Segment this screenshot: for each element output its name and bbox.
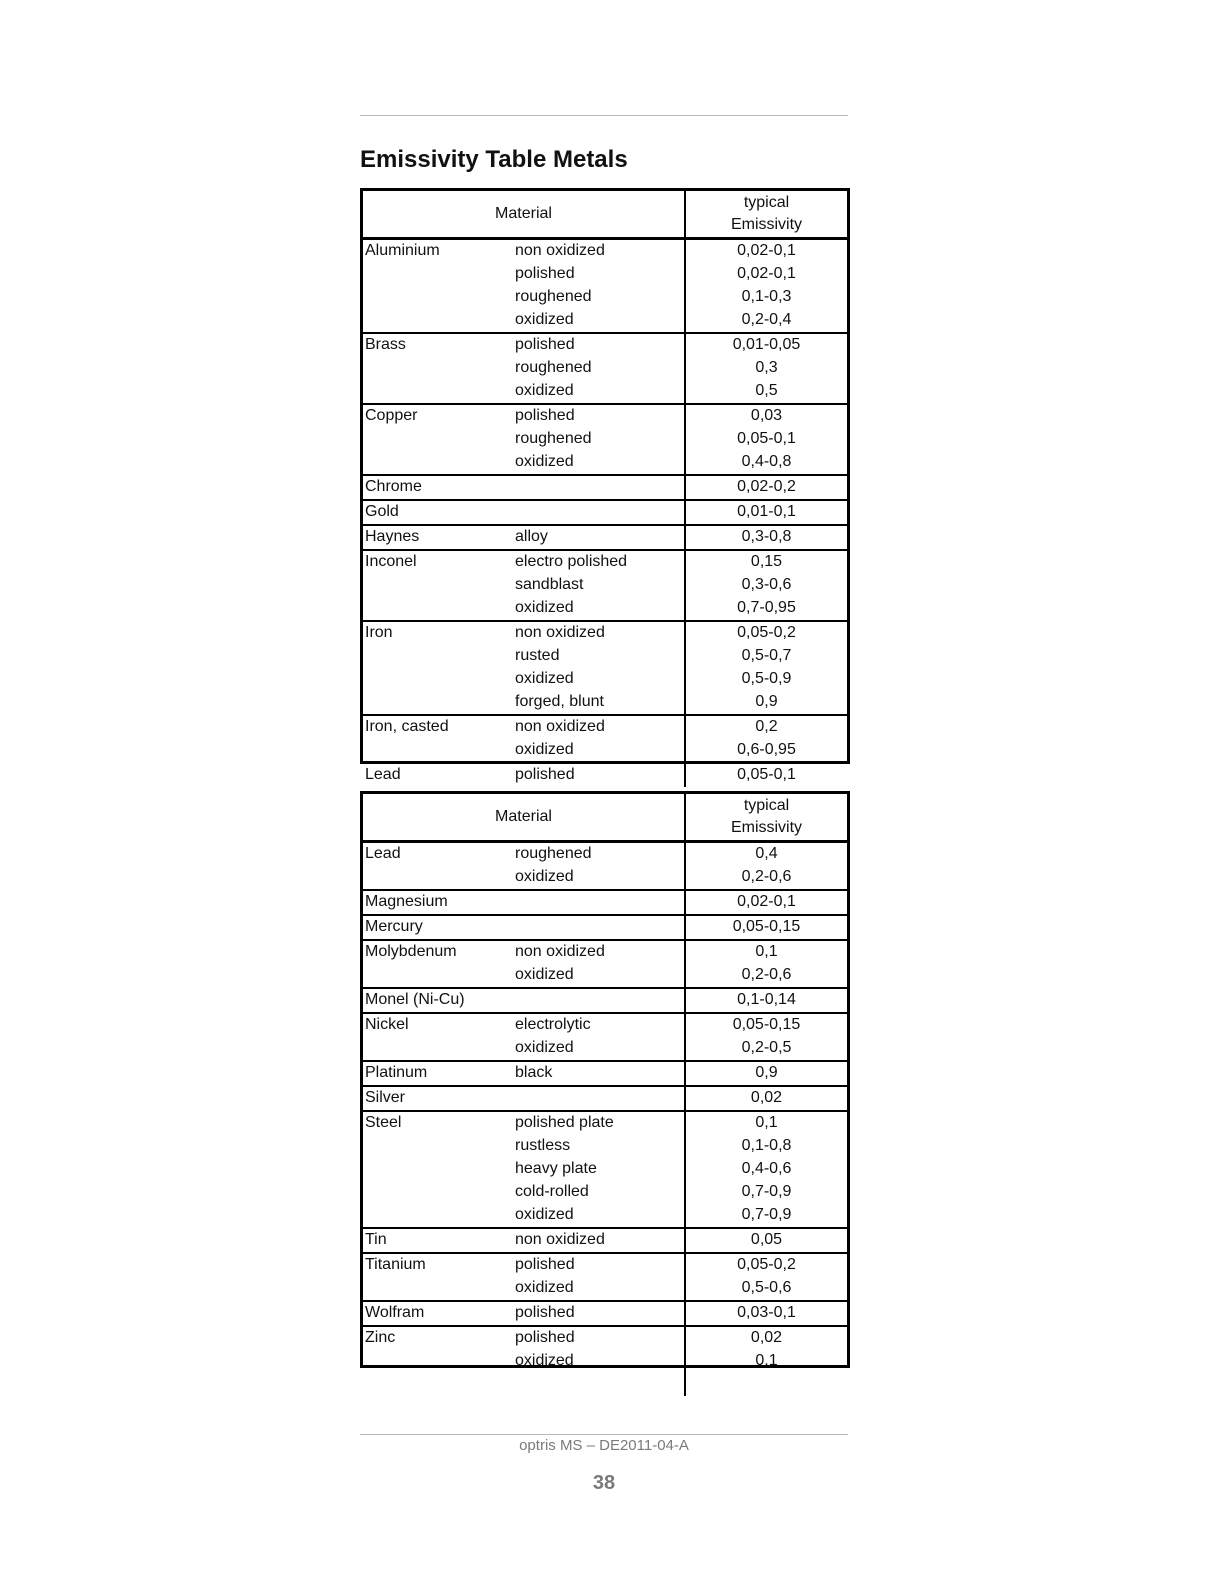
material-name: Magnesium bbox=[365, 893, 448, 910]
emissivity-value: 0,4 bbox=[684, 843, 847, 866]
material-condition: roughened bbox=[515, 845, 592, 862]
table-row bbox=[363, 1327, 847, 1350]
material-condition: electro polished bbox=[515, 553, 628, 570]
table-row bbox=[363, 916, 847, 939]
emissivity-value: 0,05 bbox=[684, 1229, 847, 1252]
emissivity-value: 0,02-0,1 bbox=[684, 891, 847, 914]
table-header bbox=[363, 794, 847, 843]
table-row bbox=[363, 964, 847, 987]
table-row bbox=[363, 551, 847, 574]
material-condition: oxidized bbox=[515, 1352, 574, 1369]
table-row bbox=[363, 501, 847, 524]
material-condition: roughened bbox=[515, 359, 592, 376]
material-name bbox=[363, 428, 515, 451]
emissivity-value: 0,02-0,1 bbox=[684, 263, 847, 286]
table-row bbox=[363, 1014, 847, 1037]
emissivity-value: 0,2-0,6 bbox=[684, 964, 847, 987]
material-group bbox=[363, 1014, 847, 1062]
material-name: Silver bbox=[365, 1089, 406, 1106]
emissivity-value: 0,7-0,95 bbox=[684, 597, 847, 620]
material-group bbox=[363, 1254, 847, 1302]
material-group bbox=[363, 334, 847, 405]
table-row bbox=[363, 1087, 847, 1110]
table-row bbox=[363, 989, 847, 1012]
table-row bbox=[363, 1037, 847, 1060]
material-condition bbox=[515, 1373, 684, 1396]
material-condition: oxidized bbox=[515, 453, 574, 470]
material-condition: black bbox=[515, 1064, 553, 1081]
emissivity-value: 0,02-0,1 bbox=[684, 240, 847, 263]
emissivity-value: 0,3-0,6 bbox=[684, 574, 847, 597]
material-name: Mercury bbox=[365, 918, 423, 935]
emissivity-value: 0,5 bbox=[684, 380, 847, 403]
table-row bbox=[363, 380, 847, 403]
table-row bbox=[363, 1302, 847, 1325]
material-condition: oxidized bbox=[515, 1206, 574, 1223]
material-name bbox=[363, 866, 515, 889]
material-condition: oxidized bbox=[515, 1039, 574, 1056]
material-name: Nickel bbox=[365, 1016, 409, 1033]
table-row bbox=[363, 1254, 847, 1277]
emissivity-value: 0,9 bbox=[684, 1062, 847, 1085]
emissivity-value: 0,2 bbox=[684, 716, 847, 739]
emissivity-value: 0,01-0,05 bbox=[684, 334, 847, 357]
material-condition: alloy bbox=[515, 528, 548, 545]
table-row bbox=[363, 286, 847, 309]
table-row bbox=[363, 574, 847, 597]
table-row bbox=[363, 1062, 847, 1085]
table-row bbox=[363, 357, 847, 380]
material-group bbox=[363, 1302, 847, 1327]
emissivity-value: 0,02 bbox=[684, 1327, 847, 1350]
material-condition: non oxidized bbox=[515, 1231, 605, 1248]
material-condition: oxidized bbox=[515, 311, 574, 328]
material-name: Inconel bbox=[365, 553, 417, 570]
material-name: Wolfram bbox=[365, 1304, 425, 1321]
material-group bbox=[363, 501, 847, 526]
material-name: Iron bbox=[365, 624, 393, 641]
emissivity-value: 0,01-0,1 bbox=[684, 501, 847, 524]
emissivity-value: 0,2-0,5 bbox=[684, 1037, 847, 1060]
emissivity-value: 0,03 bbox=[684, 405, 847, 428]
material-name bbox=[363, 668, 515, 691]
material-name: Molybdenum bbox=[365, 943, 457, 960]
material-group bbox=[363, 405, 847, 476]
material-group bbox=[363, 551, 847, 622]
emissivity-value: 0,2-0,6 bbox=[684, 866, 847, 889]
table-row bbox=[363, 476, 847, 499]
table-row bbox=[363, 405, 847, 428]
material-condition: oxidized bbox=[515, 382, 574, 399]
emissivity-value: 0,6-0,95 bbox=[684, 739, 847, 762]
material-group bbox=[363, 476, 847, 501]
table-row bbox=[363, 1112, 847, 1135]
table-row bbox=[363, 597, 847, 620]
table-row bbox=[363, 1373, 847, 1396]
emissivity-value: 0,7-0,9 bbox=[684, 1204, 847, 1227]
emissivity-value: 0,5-0,7 bbox=[684, 645, 847, 668]
header-emissivity-line1: typical bbox=[743, 194, 790, 211]
material-condition: non oxidized bbox=[515, 718, 605, 735]
material-condition bbox=[515, 916, 684, 939]
material-group bbox=[363, 1229, 847, 1254]
emissivity-value: 0,4-0,8 bbox=[684, 451, 847, 474]
emissivity-table-1 bbox=[360, 188, 850, 783]
bottom-divider bbox=[360, 1434, 848, 1435]
top-divider bbox=[360, 115, 848, 116]
material-condition: polished bbox=[515, 1329, 575, 1346]
material-condition: rustless bbox=[515, 1137, 571, 1154]
material-name: Iron, casted bbox=[365, 718, 449, 735]
table-body bbox=[363, 240, 847, 787]
emissivity-value: 0,9 bbox=[684, 691, 847, 714]
footer-text: optris MS – DE2011-04-A bbox=[519, 1437, 689, 1454]
material-condition: polished bbox=[515, 407, 575, 424]
material-group bbox=[363, 240, 847, 334]
material-condition: polished bbox=[515, 766, 575, 783]
table-row bbox=[363, 1204, 847, 1227]
emissivity-value: 0,05-0,1 bbox=[684, 428, 847, 451]
material-group bbox=[363, 764, 847, 787]
material-condition: sandblast bbox=[515, 576, 584, 593]
material-condition: polished bbox=[515, 265, 575, 282]
table-row bbox=[363, 739, 847, 762]
material-name bbox=[363, 1204, 515, 1227]
material-name: Gold bbox=[365, 503, 399, 520]
table-row bbox=[363, 668, 847, 691]
table-row bbox=[363, 428, 847, 451]
material-group bbox=[363, 1327, 847, 1396]
table-row bbox=[363, 1277, 847, 1300]
material-group bbox=[363, 891, 847, 916]
material-name bbox=[363, 1037, 515, 1060]
material-name bbox=[363, 451, 515, 474]
material-name: Copper bbox=[365, 407, 418, 424]
emissivity-value: 0,3 bbox=[684, 357, 847, 380]
header-emissivity bbox=[686, 794, 847, 840]
emissivity-value: 0,3-0,8 bbox=[684, 526, 847, 549]
emissivity-value: 0,1-0,3 bbox=[684, 286, 847, 309]
material-group bbox=[363, 1087, 847, 1112]
material-name: Zinc bbox=[365, 1329, 396, 1346]
material-name: Haynes bbox=[365, 528, 420, 545]
emissivity-value: 0,2-0,4 bbox=[684, 309, 847, 332]
table-row bbox=[363, 1229, 847, 1252]
material-group bbox=[363, 622, 847, 716]
table-row bbox=[363, 764, 847, 787]
material-group bbox=[363, 941, 847, 989]
material-group bbox=[363, 1112, 847, 1229]
table-row bbox=[363, 334, 847, 357]
material-name: Aluminium bbox=[365, 242, 440, 259]
material-condition: oxidized bbox=[515, 599, 574, 616]
material-condition: oxidized bbox=[515, 966, 574, 983]
material-condition bbox=[515, 501, 684, 524]
table-row bbox=[363, 526, 847, 549]
material-name bbox=[363, 597, 515, 620]
material-group bbox=[363, 843, 847, 891]
emissivity-value: 0,15 bbox=[684, 551, 847, 574]
material-condition: polished plate bbox=[515, 1114, 614, 1131]
material-condition: heavy plate bbox=[515, 1160, 597, 1177]
material-condition: non oxidized bbox=[515, 624, 605, 641]
material-name bbox=[363, 1373, 515, 1396]
material-name: Brass bbox=[365, 336, 406, 353]
material-condition: cold-rolled bbox=[515, 1183, 589, 1200]
emissivity-value: 0,05-0,2 bbox=[684, 1254, 847, 1277]
material-condition: oxidized bbox=[515, 670, 574, 687]
material-name bbox=[363, 286, 515, 309]
header-material: Material bbox=[363, 794, 686, 840]
table-row bbox=[363, 941, 847, 964]
material-condition: oxidized bbox=[515, 868, 574, 885]
material-name: Lead bbox=[365, 845, 401, 862]
material-name bbox=[363, 263, 515, 286]
table-row bbox=[363, 1350, 847, 1373]
table-row bbox=[363, 1181, 847, 1204]
material-name bbox=[363, 964, 515, 987]
material-condition: polished bbox=[515, 1256, 575, 1273]
emissivity-table-2 bbox=[360, 791, 850, 1368]
material-condition: non oxidized bbox=[515, 943, 605, 960]
material-name bbox=[363, 1277, 515, 1300]
material-name: Titanium bbox=[365, 1256, 426, 1273]
emissivity-value: 0,1 bbox=[684, 1350, 847, 1373]
material-name: Monel (Ni-Cu) bbox=[365, 991, 465, 1008]
table-row bbox=[363, 263, 847, 286]
material-group bbox=[363, 716, 847, 764]
material-group bbox=[363, 1062, 847, 1087]
table-row bbox=[363, 691, 847, 714]
table-row bbox=[363, 1158, 847, 1181]
table-row bbox=[363, 866, 847, 889]
material-condition: electrolytic bbox=[515, 1016, 591, 1033]
material-condition: rusted bbox=[515, 647, 560, 664]
emissivity-value: 0,5-0,9 bbox=[684, 668, 847, 691]
material-name: Lead bbox=[365, 766, 401, 783]
page-title: Emissivity Table Metals bbox=[360, 146, 628, 173]
table-body bbox=[363, 843, 847, 1396]
material-group bbox=[363, 989, 847, 1014]
material-condition bbox=[515, 891, 684, 914]
emissivity-value: 0,4-0,6 bbox=[684, 1158, 847, 1181]
material-name bbox=[363, 739, 515, 762]
header-emissivity bbox=[686, 191, 847, 237]
table-row bbox=[363, 309, 847, 332]
emissivity-value: 0,5-0,6 bbox=[684, 1277, 847, 1300]
emissivity-value: 0,1-0,14 bbox=[684, 989, 847, 1012]
emissivity-value: 0,7-0,9 bbox=[684, 1181, 847, 1204]
material-condition bbox=[515, 989, 684, 1012]
table-row bbox=[363, 451, 847, 474]
material-condition: roughened bbox=[515, 288, 592, 305]
table-row bbox=[363, 1135, 847, 1158]
material-condition: roughened bbox=[515, 430, 592, 447]
material-name: Chrome bbox=[365, 478, 422, 495]
header-emissivity-line2: Emissivity bbox=[730, 819, 803, 836]
table-row bbox=[363, 622, 847, 645]
table-row bbox=[363, 645, 847, 668]
material-name bbox=[363, 357, 515, 380]
material-name bbox=[363, 645, 515, 668]
emissivity-value: 0,05-0,15 bbox=[684, 1014, 847, 1037]
emissivity-value: 0,1 bbox=[684, 1112, 847, 1135]
material-condition bbox=[515, 476, 684, 499]
material-name: Platinum bbox=[365, 1064, 428, 1081]
table-row bbox=[363, 240, 847, 263]
emissivity-value: 0,02 bbox=[684, 1087, 847, 1110]
table-row bbox=[363, 891, 847, 914]
emissivity-value bbox=[684, 1373, 847, 1396]
emissivity-value: 0,05-0,15 bbox=[684, 916, 847, 939]
material-condition: polished bbox=[515, 1304, 575, 1321]
header-emissivity-line1: typical bbox=[743, 797, 790, 814]
page-number: 38 bbox=[592, 1472, 616, 1494]
material-name: Tin bbox=[365, 1231, 387, 1248]
emissivity-value: 0,03-0,1 bbox=[684, 1302, 847, 1325]
material-condition bbox=[515, 1087, 684, 1110]
material-name bbox=[363, 1350, 515, 1373]
material-name bbox=[363, 1181, 515, 1204]
material-name bbox=[363, 1135, 515, 1158]
material-group bbox=[363, 526, 847, 551]
table-header bbox=[363, 191, 847, 240]
emissivity-value: 0,02-0,2 bbox=[684, 476, 847, 499]
material-condition: polished bbox=[515, 336, 575, 353]
material-name bbox=[363, 380, 515, 403]
emissivity-value: 0,1-0,8 bbox=[684, 1135, 847, 1158]
table-row bbox=[363, 843, 847, 866]
header-material: Material bbox=[363, 191, 686, 237]
material-name bbox=[363, 1158, 515, 1181]
material-condition: non oxidized bbox=[515, 242, 605, 259]
emissivity-value: 0,1 bbox=[684, 941, 847, 964]
material-condition: oxidized bbox=[515, 1279, 574, 1296]
material-name bbox=[363, 574, 515, 597]
material-name bbox=[363, 691, 515, 714]
material-condition: forged, blunt bbox=[515, 693, 604, 710]
header-emissivity-line2: Emissivity bbox=[730, 216, 803, 233]
emissivity-value: 0,05-0,2 bbox=[684, 622, 847, 645]
material-group bbox=[363, 916, 847, 941]
material-name: Steel bbox=[365, 1114, 402, 1131]
material-name bbox=[363, 309, 515, 332]
material-condition: oxidized bbox=[515, 741, 574, 758]
emissivity-value: 0,05-0,1 bbox=[684, 764, 847, 787]
table-row bbox=[363, 716, 847, 739]
